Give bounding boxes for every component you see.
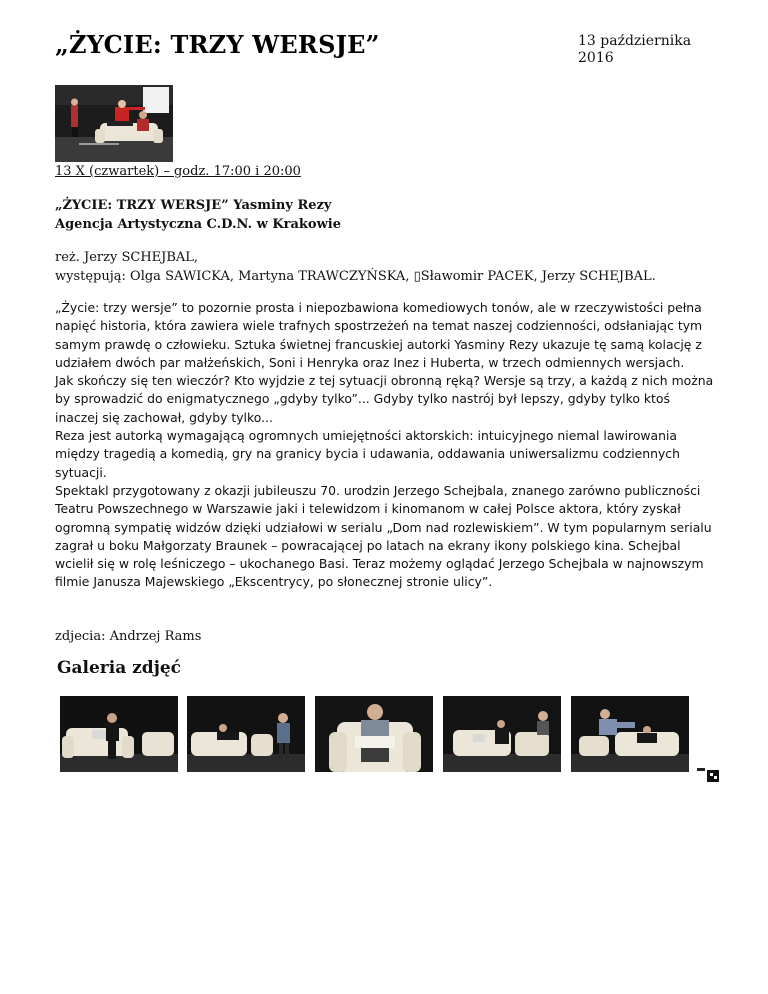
gallery-photo-2[interactable] — [187, 696, 305, 772]
publish-date — [578, 33, 728, 67]
description-paragraph: Spektakl przygotowany z okazji jubileuszu 70. urodzin Jerzego Schejbala, znanego zarówno publiczności Teatru Powszechnego w Warszawie jaki i telewidzom i kinomanom w całej Polsce aktora, który zyskał ogromną sympatię widzów dzięki udziałowi w serialu „Dom nad rozlewiskiem”. W tym popularnym serialu zagrał u boku Małgorzaty Braunek – powracającej po latach na ekrany ikony polskiego kina. Schejbal — [55, 482, 712, 553]
page-title: „ŻYCIE: TRZY WERSJE” — [55, 30, 380, 59]
credits — [55, 248, 735, 286]
photo-credit: zdjecia: Andrzej Rams — [55, 629, 202, 644]
event-time: 13 X (czwartek) – godz. 17:00 i 20:00 — [55, 164, 301, 179]
description-paragraph: Reza jest autorką wymagającą ogromnych umiejętności aktorskich: intuicyjnego niemal lawirowania między tragedią a komedią, gry na granicy bycia i udawania, oddawania uniwersalizmu codziennych sytuacji. — [55, 428, 680, 480]
play-info — [55, 196, 341, 234]
description-paragraph: wcielił się w rolę leśniczego – ukochanego Basi. Teraz możemy oglądać Jerzego Schejbala w najnowszym filmie Janusza Majewskiego „Ekscentrycy, po słonecznej stronie ulicy”. — [55, 556, 704, 590]
description-paragraph: Jak skończy się ten wieczór? Kto wyjdzie z tej sytuacji obronną ręką? Wersje są trzy, a każdą z nich można by sprowadzić do enigmatycznego „gdyby tylko”... Gdyby tylko nastrój był lepszy, gdyby tylko ktoś inaczej się zachował, gdyby tylko... — [55, 373, 714, 425]
date-year: 2016 — [578, 50, 614, 66]
hero-photo[interactable] — [55, 85, 173, 162]
gallery-photo-3[interactable] — [315, 696, 433, 772]
gallery-photo-5[interactable] — [571, 696, 689, 772]
corner-logo-icon — [697, 768, 719, 782]
agency-name: Agencja Artystyczna C.D.N. w Krakowie — [55, 217, 341, 232]
description — [55, 299, 715, 592]
cast-line: występują: Olga SAWICKA, Martyna TRAWCZYŃSKA, ▯Sławomir PACEK, Jerzy SCHEJBAL. — [55, 269, 656, 284]
description-paragraph: „Życie: trzy wersje” to pozornie prosta i niepozbawiona komediowych tonów, ale w rzeczywistości pełna napięć historia, która zawiera wiele trafnych spostrzeżeń na temat naszej codzienności, odsłaniając tym samym prawdę o człowieku. Sztuka świetnej francuskiej autorki Yasminy Rezy ukazuje tę samą kolację z udziałem dwóch par małżeńskich, Soni i Henryka oraz Inez i Huberta, w trzech odmiennych wersjach. — [55, 300, 703, 370]
gallery-photo-1[interactable] — [60, 696, 178, 772]
play-title-line: „ŻYCIE: TRZY WERSJE” Yasminy Rezy — [55, 198, 332, 213]
date-day-month: 13 października — [578, 33, 692, 49]
gallery-heading: Galeria zdjęć — [57, 658, 182, 678]
gallery-photo-4[interactable] — [443, 696, 561, 772]
director-line: reż. Jerzy SCHEJBAL, — [55, 250, 199, 265]
